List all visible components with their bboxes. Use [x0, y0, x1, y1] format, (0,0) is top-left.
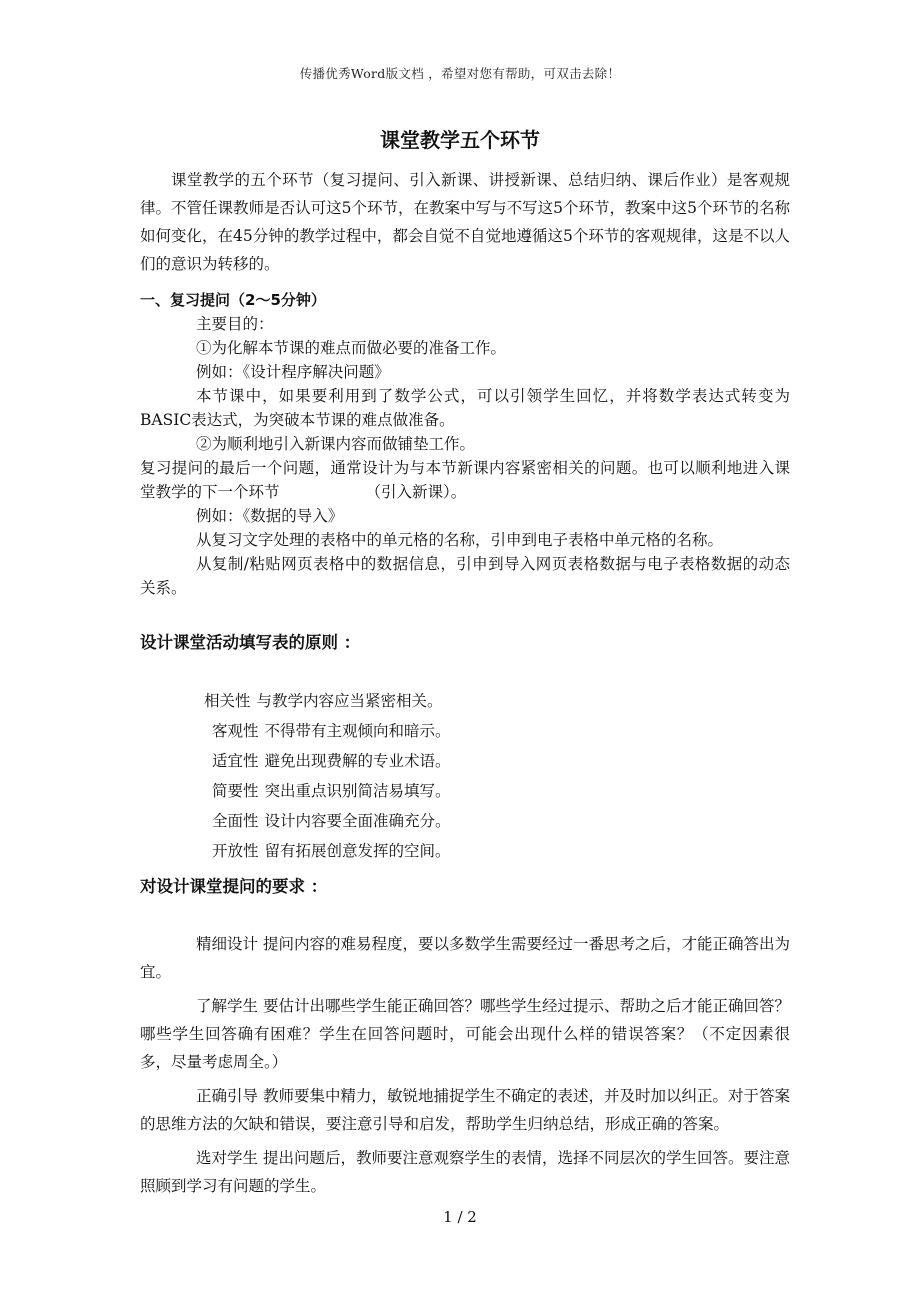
section-principles: [140, 630, 790, 656]
requirement-desc: 提问内容的难易程度，要以多数学生需要经过一番思考之后，才能正确答出为宜。: [140, 935, 790, 981]
intro-paragraph: 课堂教学的五个环节（复习提问、引入新课、讲授新课、总结归纳、课后作业）是客观规律。不管任课教师是否认可这5个环节，在教案中写与不写这5个环节，教案中这5个环节的名称如何变化，在45分钟的教学过程中，都会自觉不自觉地遵循这5个环节的客观规律，这是不以人们的意识为转移的。: [140, 171, 790, 273]
purpose-item-2: ②为顺利地引入新课内容而做铺垫工作。: [196, 435, 476, 453]
principle-desc: 留有拓展创意发挥的空间。: [264, 842, 451, 860]
requirement-desc: 提出问题后，教师要注意观察学生的表情，选择不同层次的学生回答。要注意照顾到学习有问题的学生。: [140, 1149, 790, 1195]
section-principles-heading: 设计课堂活动填写表的原则 ：: [140, 633, 361, 652]
example-2-title: 例如：《数据的导入》: [196, 507, 344, 525]
purpose-label: 主要目的：: [196, 315, 274, 333]
item-2-text-a: 复习提问的最后一个问题，通常设计为与本节新课内容紧密相关的问题。也可以顺利地进入课堂教学的下一个环节: [140, 459, 790, 501]
header-banner: 传播优秀Word版文档 ，希望对您有帮助，可双击去除！: [299, 66, 621, 81]
section-review: [140, 288, 790, 600]
principle-item: [140, 746, 790, 776]
principle-term: 简要性: [212, 782, 259, 800]
principle-term: 适宜性: [212, 752, 259, 770]
questions-list: [140, 930, 790, 1200]
section-questions: [140, 874, 790, 900]
example-1-text: 本节课中，如果要利用到了数学公式，可以引领学生回忆，并将数学表达式转变为BASIC表达式，为突破本节课的难点做准备。: [140, 387, 790, 429]
requirement-item: [140, 1144, 790, 1200]
example-2-line-1: 从复习文字处理的表格中的单元格的名称，引申到电子表格中单元格的名称。: [196, 531, 724, 549]
section-review-heading: 一、复习提问（2～5分钟）: [140, 291, 326, 309]
principle-term: 开放性: [212, 842, 259, 860]
principle-item: [140, 716, 790, 746]
example-1-title: 例如：《设计程序解决问题》: [196, 363, 390, 381]
requirement-term: 正确引导: [196, 1087, 259, 1105]
requirement-term: 精细设计: [196, 935, 259, 953]
principle-term: 全面性: [212, 812, 259, 830]
principle-term: 相关性: [204, 692, 251, 710]
requirement-item: [140, 930, 790, 986]
item-2-text-b: （引入新课）。: [365, 483, 467, 501]
item-2-text: [140, 456, 790, 504]
principle-item: [140, 806, 790, 836]
principle-desc: 避免出现费解的专业术语。: [264, 752, 451, 770]
principle-desc: 不得带有主观倾向和暗示。: [264, 722, 451, 740]
principle-item: [140, 686, 790, 716]
purpose-item-1: ①为化解本节课的难点而做必要的准备工作。: [196, 339, 507, 357]
principle-desc: 设计内容要全面准确充分。: [264, 812, 451, 830]
principle-desc: 突出重点识别简洁易填写。: [264, 782, 451, 800]
requirement-desc: 要估计出哪些学生能正确回答？哪些学生经过提示、帮助之后才能正确回答？哪些学生回答确有困难？学生在回答问题时，可能会出现什么样的错误答案？（不定因素很多，尽量考虑周全。）: [140, 997, 790, 1071]
principles-list: [140, 686, 790, 866]
requirement-term: 选对学生: [196, 1149, 259, 1167]
principle-term: 客观性: [212, 722, 259, 740]
intro-section: [140, 166, 790, 278]
requirement-item: [140, 992, 790, 1076]
principle-item: [140, 776, 790, 806]
section-questions-heading: 对设计课堂提问的要求 ：: [140, 877, 328, 896]
principle-item: [140, 836, 790, 866]
example-2-line-2: 从复制/粘贴网页表格中的数据信息，引申到导入网页表格数据与电子表格数据的动态关系。: [140, 555, 790, 597]
document-title: 课堂教学五个环节: [380, 128, 540, 152]
page-number: 1 / 2: [443, 1208, 477, 1226]
principle-desc: 与教学内容应当紧密相关。: [256, 692, 443, 710]
requirement-desc: 教师要集中精力，敏锐地捕捉学生不确定的表述，并及时加以纠正。对于答案的思维方法的欠缺和错误，要注意引导和启发，帮助学生归纳总结，形成正确的答案。: [140, 1087, 790, 1133]
requirement-item: [140, 1082, 790, 1138]
requirement-term: 了解学生: [196, 997, 259, 1015]
